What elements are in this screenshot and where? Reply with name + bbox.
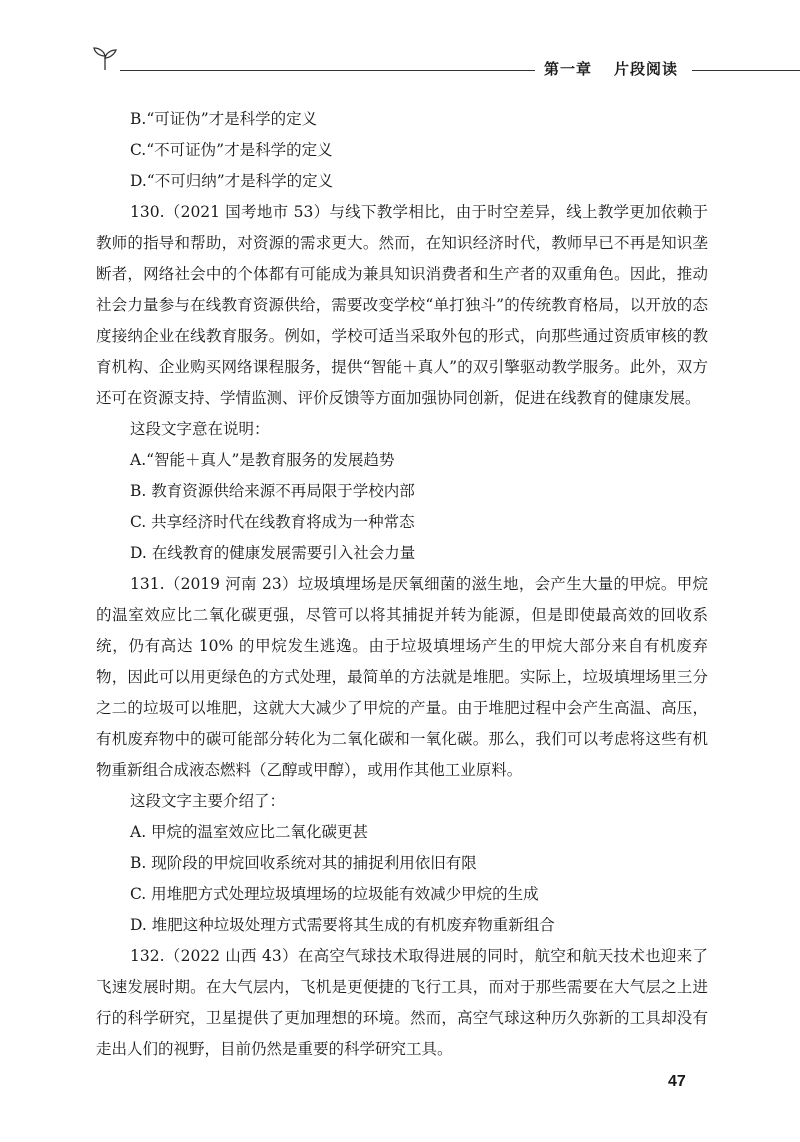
q129-option-d: D.“不可归纳”才是科学的定义 <box>130 172 334 190</box>
page-number: 47 <box>668 1073 686 1090</box>
chapter-number: 第一章 <box>544 60 593 78</box>
q129-option-b: B.“可证伪”才是科学的定义 <box>130 110 318 128</box>
q130-option-d: D. 在线教育的健康发展需要引入社会力量 <box>130 544 416 562</box>
chapter-section: 片段阅读 <box>614 60 679 78</box>
q130-prompt: 这段文字意在说明： <box>130 420 270 438</box>
q132-passage: 132.（2022 山西 43）在高空气球技术取得进展的同时，航空和航天技术也迎来了飞速发展时期。在大气层内，飞机是更便捷的飞行工具，而对于那些需要在大气层之上进行的科学研究，卫星提供了更加理想的环境。然而，高空气球这种历久弥新的工具却没有走出人们的视野，目前仍然是重要的科学研究工具。 <box>96 947 708 1058</box>
page-body <box>96 104 708 1065</box>
q130-passage: 130.（2021 国考地市 53）与线下教学相比，由于时空差异，线上教学更加依赖于教师的指导和帮助，对资源的需求更大。然而，在知识经济时代，教师早已不再是知识垄断者，网络社会中的个体都有可能成为兼具知识消费者和生产者的双重角色。因此，推动社会力量参与在线教育资源供给，需要改变学校“单打独斗”的传统教育格局，以开放的态度接纳企业在线教育服务。例如，学校可适当采取外包的形式，向那些通过资质审核的教育机构、企业购买网络课程服务，提供“智能＋真人”的双引擎驱动教学服务。此外，双方还可在资源支持、学情监测、评价反馈等方面加强协同创新，促进在线教育的健康发展。 <box>96 203 708 407</box>
q131-option-d: D. 堆肥这种垃圾处理方式需要将其生成的有机废弃物重新组合 <box>130 916 555 934</box>
q131-prompt: 这段文字主要介绍了： <box>130 792 286 810</box>
q131-option-c: C. 用堆肥方式处理垃圾填埋场的垃圾能有效减少甲烷的生成 <box>130 885 539 903</box>
q131-option-a: A. 甲烷的温室效应比二氧化碳更甚 <box>130 823 369 841</box>
q130-option-a: A.“智能＋真人”是教育服务的发展趋势 <box>130 451 395 469</box>
q131-option-b: B. 现阶段的甲烷回收系统对其的捕捉利用依旧有限 <box>130 854 477 872</box>
q129-option-c: C.“不可证伪”才是科学的定义 <box>130 141 333 159</box>
chapter-label <box>544 58 700 79</box>
header-rule-left <box>120 70 535 71</box>
q130-option-c: C. 共享经济时代在线教育将成为一种常态 <box>130 513 415 531</box>
q130-option-b: B. 教育资源供给来源不再局限于学校内部 <box>130 482 415 500</box>
header-rule-right <box>692 70 800 71</box>
running-header <box>92 44 712 84</box>
q131-passage: 131.（2019 河南 23）垃圾填埋场是厌氧细菌的滋生地，会产生大量的甲烷。甲烷的温室效应比二氧化碳更强，尽管可以将其捕捉并转为能源，但是即使最高效的回收系统，仍有高达 10% 的甲烷发生逃逸。由于垃圾填埋场产生的甲烷大部分来自有机废弃物，因此可以用更绿色的方式处理，最简单的方法就是堆肥。实际上，垃圾填埋场里三分之二的垃圾可以堆肥，这就大大减少了甲烷的产量。由于堆肥过程中会产生高温、高压，有机废弃物中的碳可能部分转化为二氧化碳和一氧化碳。那么，我们可以考虑将这些有机物重新组合成液态燃料（乙醇或甲醇），或用作其他工业原料。 <box>96 575 708 779</box>
leaf-icon <box>92 46 118 72</box>
